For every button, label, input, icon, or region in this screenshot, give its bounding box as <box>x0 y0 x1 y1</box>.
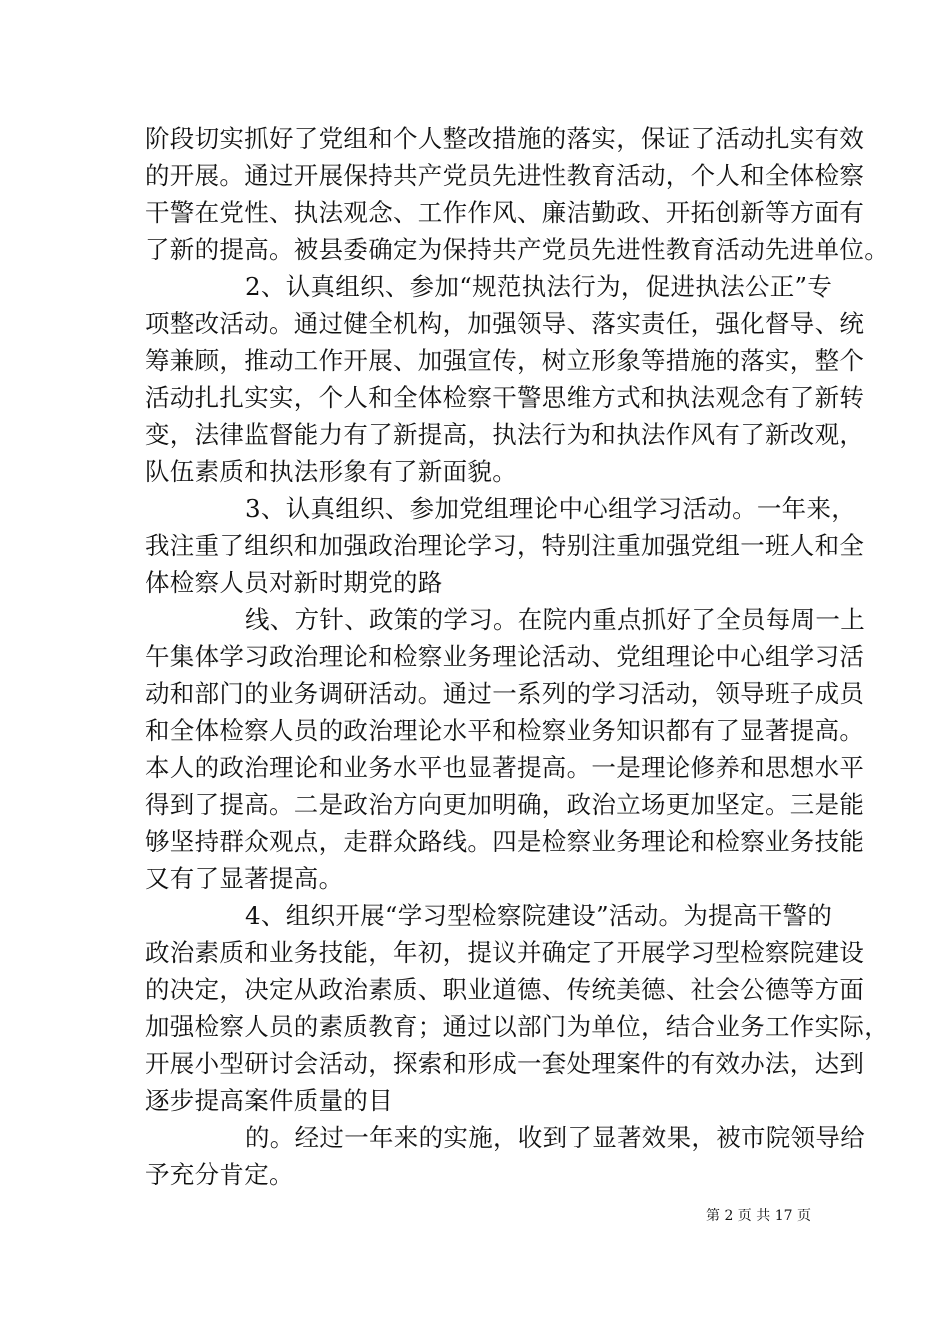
paragraph-start-line: 2、认真组织、参加“规范执法行为，促进执法公正”专 <box>245 272 833 301</box>
paragraph-start-line: 4、组织开展“学习型检察院建设”活动。为提高干警的 <box>245 901 833 930</box>
body-text-line: 干警在党性、执法观念、工作作风、廉洁勤政、开拓创新等方面有 <box>145 198 865 227</box>
page-number-footer: 第 2 页 共 17 页 <box>706 1208 811 1224</box>
body-text-line: 够坚持群众观点，走群众路线。四是检察业务理论和检察业务技能 <box>145 827 865 856</box>
continued-line: 线、方针、政策的学习。在院内重点抓好了全员每周一上 <box>245 605 865 634</box>
continued-line: 的。经过一年来的实施，收到了显著效果，被市院领导给 <box>245 1123 865 1152</box>
body-text-line: 政治素质和业务技能，年初，提议并确定了开展学习型检察院建设 <box>145 938 865 967</box>
body-text-line: 加强检察人员的素质教育；通过以部门为单位，结合业务工作实际， <box>145 1012 889 1041</box>
body-text-line: 的开展。通过开展保持共产党员先进性教育活动，个人和全体检察 <box>145 161 865 190</box>
body-text-line: 午集体学习政治理论和检察业务理论活动、党组理论中心组学习活 <box>145 642 865 671</box>
body-text-line: 阶段切实抓好了党组和个人整改措施的落实，保证了活动扎实有效 <box>145 124 865 153</box>
body-text-line: 又有了显著提高。 <box>145 864 344 893</box>
paragraph-start-line: 3、认真组织、参加党组理论中心组学习活动。一年来， <box>245 494 857 523</box>
body-text-line: 予充分肯定。 <box>145 1160 294 1189</box>
body-text-line: 活动扎扎实实，个人和全体检察干警思维方式和执法观念有了新转 <box>145 383 865 412</box>
body-text-line: 变，法律监督能力有了新提高，执法行为和执法作风有了新改观， <box>145 420 865 449</box>
body-text-line: 项整改活动。通过健全机构，加强领导、落实责任，强化督导、统 <box>145 309 865 338</box>
body-text-line: 本人的政治理论和业务水平也显著提高。一是理论修养和思想水平 <box>145 753 865 782</box>
body-text-line: 开展小型研讨会活动，探索和形成一套处理案件的有效办法，达到 <box>145 1049 865 1078</box>
body-text-line: 我注重了组织和加强政治理论学习，特别注重加强党组一班人和全 <box>145 531 865 560</box>
body-text-line: 的决定，决定从政治素质、职业道德、传统美德、社会公德等方面 <box>145 975 865 1004</box>
body-text-line: 得到了提高。二是政治方向更加明确，政治立场更加坚定。三是能 <box>145 790 865 819</box>
body-text-line: 筹兼顾，推动工作开展、加强宣传，树立形象等措施的落实，整个 <box>145 346 865 375</box>
body-text-line: 队伍素质和执法形象有了新面貌。 <box>145 457 517 486</box>
body-text-line: 动和部门的业务调研活动。通过一系列的学习活动，领导班子成员 <box>145 679 865 708</box>
body-text-line: 和全体检察人员的政治理论水平和检察业务知识都有了显著提高。 <box>145 716 865 745</box>
body-text-line: 了新的提高。被县委确定为保持共产党员先进性教育活动先进单位。 <box>145 235 889 264</box>
body-text-line: 逐步提高案件质量的目 <box>145 1086 393 1115</box>
body-text-line: 体检察人员对新时期党的路 <box>145 568 443 597</box>
